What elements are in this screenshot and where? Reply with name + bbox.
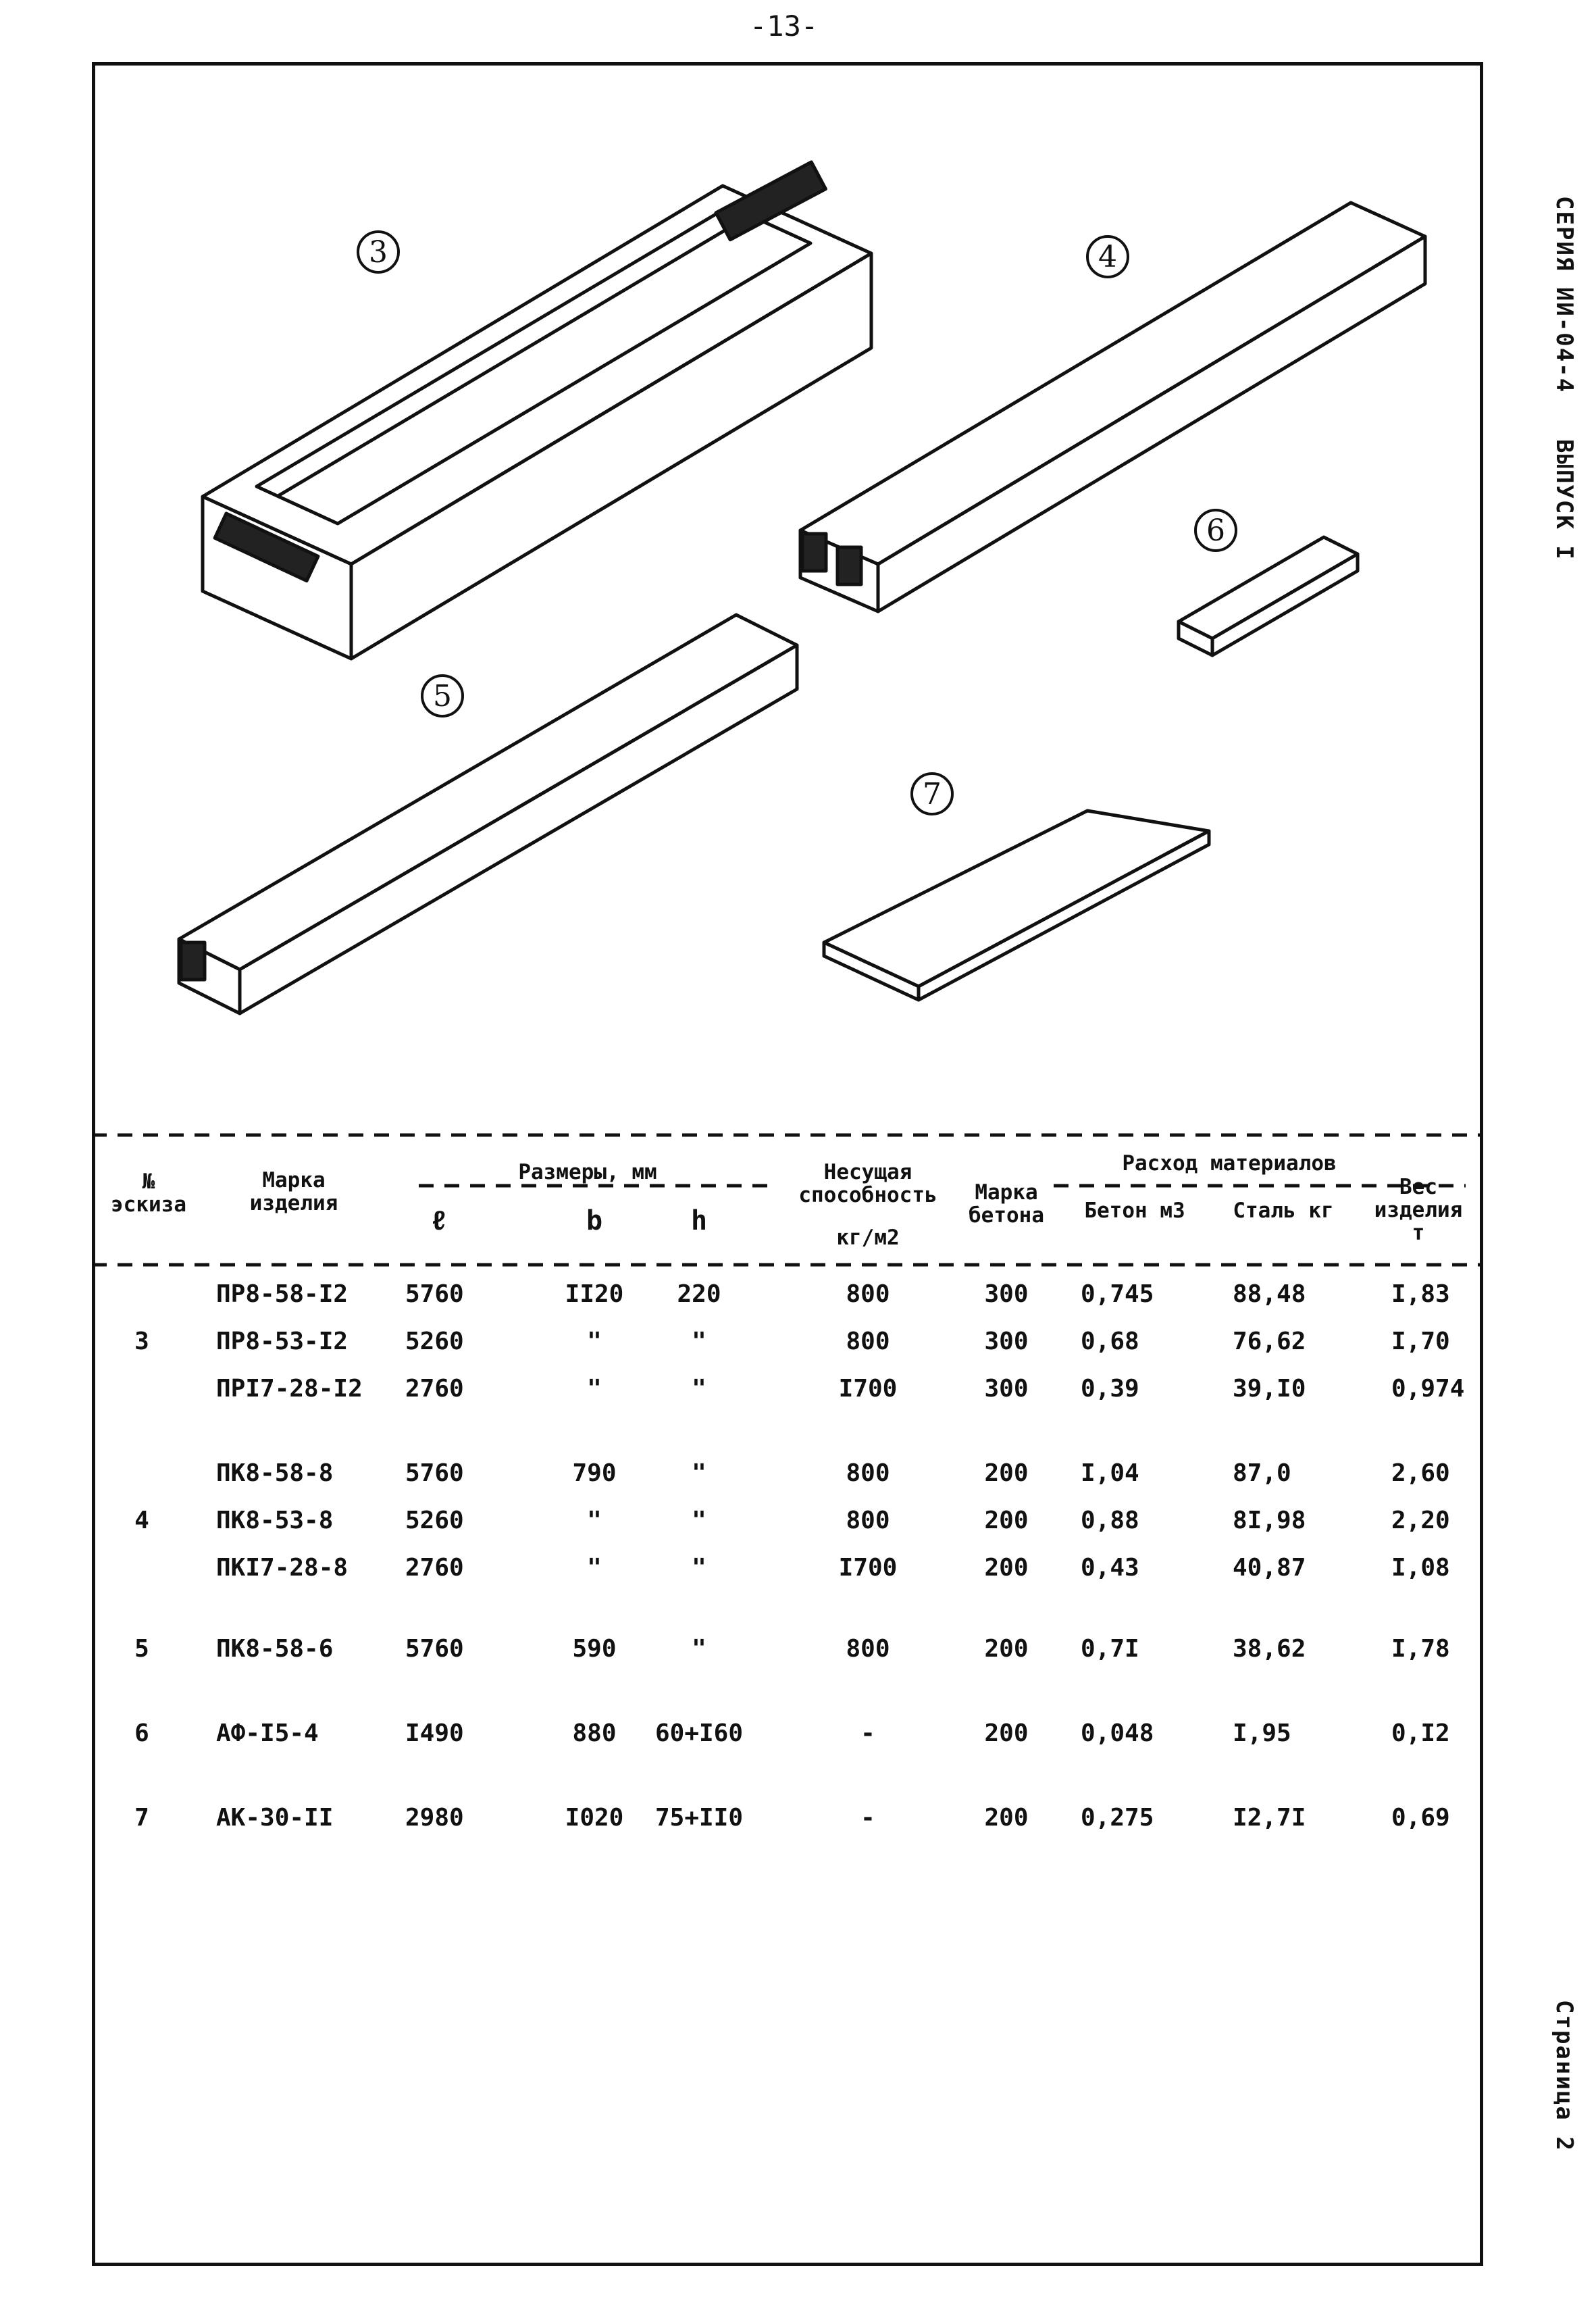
cell-b: II20 bbox=[565, 1280, 624, 1308]
cell-grade: 200 bbox=[984, 1507, 1029, 1534]
cell-mark: ПК8-58-8 bbox=[216, 1459, 334, 1487]
cell-grade: 300 bbox=[984, 1328, 1029, 1355]
cell-l: 2980 bbox=[405, 1804, 464, 1832]
col-sketch-no: № эскиза bbox=[111, 1169, 186, 1217]
col-mark-top: Марка изделия bbox=[249, 1168, 338, 1215]
cell-concrete: 0,68 bbox=[1081, 1328, 1139, 1355]
cell-concrete: 0,43 bbox=[1081, 1554, 1139, 1582]
sketch-6-small-slab bbox=[1179, 537, 1358, 655]
cell-steel: I2,7I bbox=[1233, 1804, 1306, 1832]
cell-steel: I,95 bbox=[1233, 1719, 1291, 1747]
cell-concrete: 0,275 bbox=[1081, 1804, 1154, 1832]
cell-grade: 200 bbox=[984, 1804, 1029, 1832]
cell-grade: 200 bbox=[984, 1459, 1029, 1487]
cell-b: I020 bbox=[565, 1804, 624, 1832]
cell-l: 5760 bbox=[405, 1635, 464, 1663]
cell-mark: ПК8-58-6 bbox=[216, 1635, 334, 1663]
cell-load: I700 bbox=[838, 1554, 898, 1582]
cell-mark: ПК8-53-8 bbox=[216, 1507, 334, 1534]
cell-b: 880 bbox=[572, 1719, 617, 1747]
cell-weight: 2,20 bbox=[1391, 1507, 1450, 1534]
cell-b: " bbox=[587, 1328, 602, 1355]
cell-grade: 300 bbox=[984, 1280, 1029, 1308]
cell-b: " bbox=[587, 1375, 602, 1403]
col-capacity: Несущая способность bbox=[798, 1160, 937, 1207]
cell-mark: ПКI7-28-8 bbox=[216, 1554, 349, 1582]
sketch-7-panel bbox=[824, 811, 1209, 1000]
col-l: ℓ bbox=[430, 1205, 447, 1236]
col-concrete: Бетон м3 bbox=[1084, 1199, 1185, 1223]
cell-load: 800 bbox=[846, 1328, 890, 1355]
cell-weight: 0,I2 bbox=[1391, 1719, 1450, 1747]
cell-h: " bbox=[692, 1554, 706, 1582]
sketch-label-3: 3 bbox=[369, 235, 388, 270]
cell-weight: 2,60 bbox=[1391, 1459, 1450, 1487]
cell-l: I490 bbox=[405, 1719, 464, 1747]
col-h: h bbox=[690, 1205, 708, 1236]
cell-grade: 200 bbox=[984, 1719, 1029, 1747]
cell-steel: 39,I0 bbox=[1233, 1375, 1306, 1403]
cell-l: 2760 bbox=[405, 1375, 464, 1403]
cell-h: " bbox=[692, 1635, 706, 1663]
cell-steel: 38,62 bbox=[1233, 1635, 1306, 1663]
cell-mark: АК-30-II bbox=[216, 1804, 334, 1832]
cell-mark: АФ-I5-4 bbox=[216, 1719, 319, 1747]
cell-group: 4 bbox=[134, 1507, 149, 1534]
cell-weight: 0,974 bbox=[1391, 1375, 1465, 1403]
cell-steel: 88,48 bbox=[1233, 1280, 1306, 1308]
col-capacity-unit: кг/м2 bbox=[836, 1226, 900, 1250]
sketch-label-5: 5 bbox=[433, 679, 452, 713]
cell-b: " bbox=[587, 1554, 602, 1582]
sketch-5-slab bbox=[179, 615, 797, 1013]
issue-label: ВЫПУСК I bbox=[1551, 439, 1578, 561]
cell-l: 5760 bbox=[405, 1459, 464, 1487]
cell-h: 75+II0 bbox=[654, 1804, 744, 1832]
cell-mark: ПР8-53-I2 bbox=[216, 1328, 349, 1355]
cell-load: 800 bbox=[846, 1635, 890, 1663]
cell-concrete: I,04 bbox=[1081, 1459, 1139, 1487]
cell-concrete: 0,88 bbox=[1081, 1507, 1139, 1534]
cell-steel: 40,87 bbox=[1233, 1554, 1306, 1582]
cell-weight: I,78 bbox=[1391, 1635, 1450, 1663]
col-steel: Сталь кг bbox=[1233, 1199, 1334, 1223]
cell-h: " bbox=[692, 1328, 706, 1355]
sketch-3-ribbed-slab bbox=[203, 162, 871, 659]
cell-group: 3 bbox=[134, 1328, 149, 1355]
sketch-label-7: 7 bbox=[923, 777, 942, 811]
cell-l: 5760 bbox=[405, 1280, 464, 1308]
cell-h: 60+I60 bbox=[654, 1719, 744, 1747]
cell-load: I700 bbox=[838, 1375, 898, 1403]
page-number: -13- bbox=[750, 9, 819, 43]
sketch-label-4: 4 bbox=[1098, 240, 1117, 274]
col-dims: Размеры, мм bbox=[518, 1160, 657, 1184]
cell-mark: ПРI7-28-I2 bbox=[216, 1375, 363, 1403]
cell-load: 800 bbox=[846, 1280, 890, 1308]
cell-steel: 76,62 bbox=[1233, 1328, 1306, 1355]
cell-steel: 8I,98 bbox=[1233, 1507, 1306, 1534]
series-label: СЕРИЯ ИИ-04-4 bbox=[1551, 196, 1578, 394]
cell-grade: 200 bbox=[984, 1635, 1029, 1663]
cell-group: 6 bbox=[134, 1719, 149, 1747]
cell-l: 5260 bbox=[405, 1507, 464, 1534]
cell-l: 2760 bbox=[405, 1554, 464, 1582]
cell-b: " bbox=[587, 1507, 602, 1534]
cell-load: - bbox=[860, 1719, 875, 1747]
cell-h: 220 bbox=[677, 1280, 721, 1308]
cell-b: 790 bbox=[572, 1459, 617, 1487]
cell-weight: I,08 bbox=[1391, 1554, 1450, 1582]
col-b: b bbox=[586, 1205, 603, 1236]
cell-h: " bbox=[692, 1507, 706, 1534]
cell-b: 590 bbox=[572, 1635, 617, 1663]
cell-concrete: 0,7I bbox=[1081, 1635, 1139, 1663]
sketch-label-6: 6 bbox=[1206, 513, 1225, 548]
cell-grade: 300 bbox=[984, 1375, 1029, 1403]
cell-concrete: 0,048 bbox=[1081, 1719, 1154, 1747]
cell-h: " bbox=[692, 1459, 706, 1487]
cell-l: 5260 bbox=[405, 1328, 464, 1355]
col-concrete-grade: Марка бетона bbox=[969, 1180, 1044, 1228]
cell-mark: ПР8-58-I2 bbox=[216, 1280, 349, 1308]
cell-concrete: 0,39 bbox=[1081, 1375, 1139, 1403]
col-weight: Вес изделия т bbox=[1374, 1175, 1463, 1245]
cell-load: 800 bbox=[846, 1459, 890, 1487]
cell-weight: I,70 bbox=[1391, 1328, 1450, 1355]
cell-steel: 87,0 bbox=[1233, 1459, 1291, 1487]
cell-load: - bbox=[860, 1804, 875, 1832]
cell-grade: 200 bbox=[984, 1554, 1029, 1582]
cell-load: 800 bbox=[846, 1507, 890, 1534]
col-materials: Расход материалов bbox=[1122, 1151, 1337, 1176]
cell-concrete: 0,745 bbox=[1081, 1280, 1154, 1308]
cell-h: " bbox=[692, 1375, 706, 1403]
cell-group: 5 bbox=[134, 1635, 149, 1663]
cell-group: 7 bbox=[134, 1804, 149, 1832]
cell-weight: 0,69 bbox=[1391, 1804, 1450, 1832]
sheet-label: Страница 2 bbox=[1551, 2000, 1578, 2152]
cell-weight: I,83 bbox=[1391, 1280, 1450, 1308]
